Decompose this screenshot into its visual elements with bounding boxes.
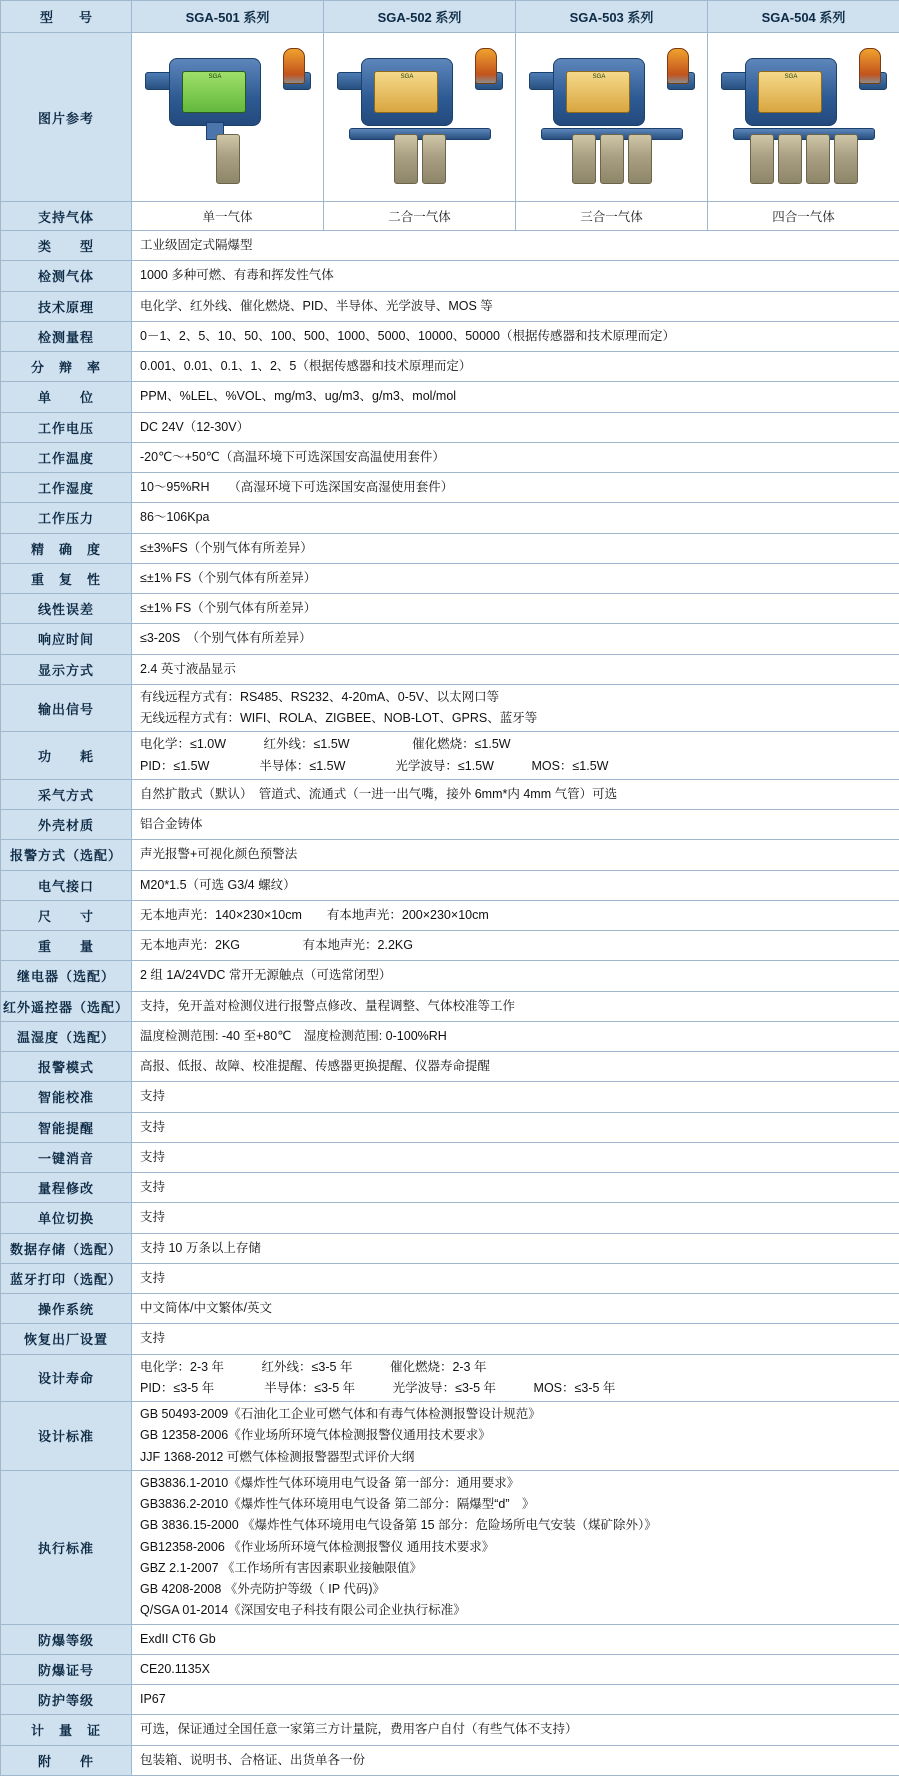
row-value — [132, 1294, 899, 1324]
row-label: 输出信号 — [1, 684, 132, 732]
product-image-502 — [324, 33, 516, 202]
row-value-line: ≤±1% FS（个别气体有所差异） — [140, 598, 891, 619]
sensor-probe — [778, 134, 802, 184]
row-value-line: 10～95%RH （高湿环境下可选深国安高湿使用套件） — [140, 477, 891, 498]
row-value-line: 支持，免开盖对检测仪进行报警点修改、量程调整、气体校准等工作 — [140, 996, 891, 1017]
table-row — [1, 1654, 899, 1684]
row-label: 电气接口 — [1, 870, 132, 900]
row-value — [132, 1324, 899, 1354]
row-value-line: 86～106Kpa — [140, 507, 891, 528]
row-label: 响应时间 — [1, 624, 132, 654]
row-value-line: 支持 — [140, 1117, 891, 1138]
row-label: 工作温度 — [1, 442, 132, 472]
row-value — [132, 1021, 899, 1051]
row-label: 量程修改 — [1, 1173, 132, 1203]
row-value — [132, 1142, 899, 1172]
table-row — [1, 900, 899, 930]
sensor-group — [527, 134, 697, 184]
table-row — [1, 810, 899, 840]
row-value — [132, 900, 899, 930]
row-label: 报警模式 — [1, 1052, 132, 1082]
row-value — [132, 624, 899, 654]
sensor-probe — [600, 134, 624, 184]
row-value — [132, 594, 899, 624]
row-label: 设计寿命 — [1, 1354, 132, 1402]
row-value — [132, 870, 899, 900]
table-row — [1, 779, 899, 809]
row-value-line: 电化学：2-3 年 红外线：≤3-5 年 催化燃烧：2-3 年 — [140, 1357, 891, 1378]
detector-screen: SGA — [374, 71, 438, 113]
table-row — [1, 1294, 899, 1324]
table-row — [1, 1745, 899, 1775]
table-row — [1, 533, 899, 563]
row-value — [132, 321, 899, 351]
table-row — [1, 1142, 899, 1172]
table-row-header — [1, 1, 899, 33]
row-value — [132, 352, 899, 382]
detector-screen: SGA — [566, 71, 630, 113]
row-value-line: 2 组 1A/24VDC 常开无源触点（可选常闭型） — [140, 965, 891, 986]
row-value — [132, 654, 899, 684]
row-value — [132, 1112, 899, 1142]
table-row — [1, 624, 899, 654]
table-row — [1, 1233, 899, 1263]
detector-screen: SGA — [758, 71, 822, 113]
model-503: SGA-503 系列 — [516, 1, 708, 33]
table-row — [1, 261, 899, 291]
row-value-line: 支持 — [140, 1147, 891, 1168]
row-label: 工作湿度 — [1, 473, 132, 503]
row-label: 单位切换 — [1, 1203, 132, 1233]
table-row — [1, 991, 899, 1021]
table-row — [1, 654, 899, 684]
row-value-line: 可选，保证通过全国任意一家第三方计量院，费用客户自付（有些气体不支持） — [140, 1719, 891, 1740]
row-value — [132, 1402, 899, 1471]
row-value — [132, 1685, 899, 1715]
table-row — [1, 1173, 899, 1203]
row-label: 功 耗 — [1, 732, 132, 780]
row-label: 检测气体 — [1, 261, 132, 291]
gas-support-label: 支持气体 — [1, 202, 132, 231]
table-row — [1, 1263, 899, 1293]
row-label: 采气方式 — [1, 779, 132, 809]
table-row — [1, 1203, 899, 1233]
gas-support-501: 单一气体 — [132, 202, 324, 231]
detector-housing — [169, 58, 261, 126]
row-value-line: GB 50493-2009《石油化工企业可燃气体和有毒气体检测报警设计规范》 — [140, 1404, 891, 1425]
row-value — [132, 382, 899, 412]
row-value — [132, 1203, 899, 1233]
alarm-lamp-icon — [667, 48, 689, 84]
table-row — [1, 684, 899, 732]
row-label: 检测量程 — [1, 321, 132, 351]
row-value — [132, 1715, 899, 1745]
model-label: 型 号 — [1, 1, 132, 33]
row-label: 智能校准 — [1, 1082, 132, 1112]
table-row — [1, 473, 899, 503]
row-value-line: PID：≤1.5W 半导体：≤1.5W 光学波导：≤1.5W MOS：≤1.5W — [140, 756, 891, 777]
row-label: 执行标准 — [1, 1470, 132, 1624]
row-value — [132, 840, 899, 870]
row-value-line: -20℃～+50℃（高温环境下可选深国安高温使用套件） — [140, 447, 891, 468]
row-value — [132, 779, 899, 809]
row-value-line: 支持 — [140, 1328, 891, 1349]
row-value-line: 铝合金铸体 — [140, 814, 891, 835]
sensor-probe — [422, 134, 446, 184]
row-value-line: 支持 — [140, 1207, 891, 1228]
table-row — [1, 1052, 899, 1082]
row-label: 技术原理 — [1, 291, 132, 321]
row-value-line: 中文简体/中文繁体/英文 — [140, 1298, 891, 1319]
row-label: 继电器（选配） — [1, 961, 132, 991]
row-label: 重 量 — [1, 931, 132, 961]
table-row — [1, 503, 899, 533]
device-illustration-2 — [335, 42, 505, 192]
row-label: 一键消音 — [1, 1142, 132, 1172]
table-row — [1, 594, 899, 624]
device-illustration-4 — [719, 42, 889, 192]
row-value-line: PPM、%LEL、%VOL、mg/m3、ug/m3、g/m3、mol/mol — [140, 386, 891, 407]
row-value-line: GB3836.2-2010《爆炸性气体环境用电气设备 第二部分：隔爆型“d” 》 — [140, 1494, 891, 1515]
row-value — [132, 1470, 899, 1624]
row-label: 精 确 度 — [1, 533, 132, 563]
row-label: 设计标准 — [1, 1402, 132, 1471]
row-value-line: 有线远程方式有：RS485、RS232、4-20mA、0-5V、以太网口等 — [140, 687, 891, 708]
sensor-probe — [394, 134, 418, 184]
row-value-line: M20*1.5（可选 G3/4 螺纹） — [140, 875, 891, 896]
row-value — [132, 1233, 899, 1263]
row-label: 恢复出厂设置 — [1, 1324, 132, 1354]
row-value — [132, 231, 899, 261]
row-label: 报警方式（选配） — [1, 840, 132, 870]
row-value — [132, 533, 899, 563]
table-row — [1, 961, 899, 991]
row-value-line: ExdII CT6 Gb — [140, 1629, 891, 1650]
row-label: 附 件 — [1, 1745, 132, 1775]
sensor-group — [143, 134, 313, 184]
table-row — [1, 1715, 899, 1745]
row-label: 红外遥控器（选配） — [1, 991, 132, 1021]
row-value-line: ≤±1% FS（个别气体有所差异） — [140, 568, 891, 589]
row-value-line: GB 12358-2006《作业场所环境气体检测报警仪通用技术要求》 — [140, 1425, 891, 1446]
sensor-probe — [628, 134, 652, 184]
table-row — [1, 1324, 899, 1354]
row-value — [132, 684, 899, 732]
row-label: 防爆等级 — [1, 1624, 132, 1654]
row-value-line: 无本地声光：140×230×10cm 有本地声光：200×230×10cm — [140, 905, 891, 926]
row-value-line: 1000 多种可燃、有毒和挥发性气体 — [140, 265, 891, 286]
row-label: 线性误差 — [1, 594, 132, 624]
row-label: 外壳材质 — [1, 810, 132, 840]
row-label: 智能提醒 — [1, 1112, 132, 1142]
table-row — [1, 1082, 899, 1112]
alarm-lamp-icon — [859, 48, 881, 84]
row-value — [132, 1745, 899, 1775]
table-row — [1, 1624, 899, 1654]
row-value-line: ≤±3%FS（个别气体有所差异） — [140, 538, 891, 559]
row-label: 工作压力 — [1, 503, 132, 533]
row-value — [132, 1624, 899, 1654]
detector-housing — [361, 58, 453, 126]
row-value-line: 包装箱、说明书、合格证、出货单各一份 — [140, 1750, 891, 1771]
row-value — [132, 931, 899, 961]
row-value — [132, 961, 899, 991]
row-value-line: 自然扩散式（默认） 管道式、流通式（一进一出气嘴，接外 6mm*内 4mm 气管）可选 — [140, 784, 891, 805]
row-label: 单 位 — [1, 382, 132, 412]
table-row — [1, 231, 899, 261]
table-row — [1, 1470, 899, 1624]
model-501: SGA-501 系列 — [132, 1, 324, 33]
row-label: 操作系统 — [1, 1294, 132, 1324]
table-row — [1, 1685, 899, 1715]
gas-support-504: 四合一气体 — [708, 202, 899, 231]
detector-housing — [553, 58, 645, 126]
row-value — [132, 732, 899, 780]
row-label: 工作电压 — [1, 412, 132, 442]
product-image-504 — [708, 33, 899, 202]
sensor-group — [719, 134, 889, 184]
table-row-images — [1, 33, 899, 202]
row-value-line: 无线远程方式有：WIFI、ROLA、ZIGBEE、NOB-LOT、GPRS、蓝牙等 — [140, 708, 891, 729]
row-value-line: Q/SGA 01-2014《深国安电子科技有限公司企业执行标准》 — [140, 1600, 891, 1621]
sensor-probe — [806, 134, 830, 184]
row-value-line: GB 3836.15-2000 《爆炸性气体环境用电气设备第 15 部分：危险场所电气安装（煤矿除外）》 — [140, 1515, 891, 1536]
row-value — [132, 291, 899, 321]
model-502: SGA-502 系列 — [324, 1, 516, 33]
table-row — [1, 1021, 899, 1051]
table-row — [1, 840, 899, 870]
row-label: 防护等级 — [1, 1685, 132, 1715]
row-label: 计 量 证 — [1, 1715, 132, 1745]
row-value-line: IP67 — [140, 1689, 891, 1710]
sensor-probe — [572, 134, 596, 184]
table-row — [1, 321, 899, 351]
table-row-gas-support — [1, 202, 899, 231]
product-image-501 — [132, 33, 324, 202]
row-value-line: 无本地声光：2KG 有本地声光：2.2KG — [140, 935, 891, 956]
row-label: 显示方式 — [1, 654, 132, 684]
row-value-line: DC 24V（12-30V） — [140, 417, 891, 438]
row-value-line: 高报、低报、故障、校准提醒、传感器更换提醒、仪器寿命提醒 — [140, 1056, 891, 1077]
alarm-lamp-icon — [475, 48, 497, 84]
row-label: 温湿度（选配） — [1, 1021, 132, 1051]
sensor-probe — [750, 134, 774, 184]
row-value — [132, 1354, 899, 1402]
row-value — [132, 810, 899, 840]
row-value — [132, 1654, 899, 1684]
table-row — [1, 870, 899, 900]
row-value-line: JJF 1368-2012 可燃气体检测报警器型式评价大纲 — [140, 1447, 891, 1468]
row-label: 防爆证号 — [1, 1654, 132, 1684]
row-value — [132, 1052, 899, 1082]
table-row — [1, 732, 899, 780]
gas-support-503: 三合一气体 — [516, 202, 708, 231]
row-value-line: GBZ 2.1-2007 《工作场所有害因素职业接触限值》 — [140, 1558, 891, 1579]
row-value-line: 支持 — [140, 1177, 891, 1198]
row-label: 类 型 — [1, 231, 132, 261]
row-value-line: 支持 — [140, 1268, 891, 1289]
row-value-line: PID：≤3-5 年 半导体：≤3-5 年 光学波导：≤3-5 年 MOS：≤3-5 年 — [140, 1378, 891, 1399]
row-value-line: 支持 — [140, 1086, 891, 1107]
product-image-503 — [516, 33, 708, 202]
table-row — [1, 291, 899, 321]
row-value-line: 电化学、红外线、催化燃烧、PID、半导体、光学波导、MOS 等 — [140, 296, 891, 317]
row-label: 尺 寸 — [1, 900, 132, 930]
device-illustration-1 — [143, 42, 313, 192]
row-label: 蓝牙打印（选配） — [1, 1263, 132, 1293]
row-value-line: 2.4 英寸液晶显示 — [140, 659, 891, 680]
row-value-line: 0.001、0.01、0.1、1、2、5（根据传感器和技术原理而定） — [140, 356, 891, 377]
table-row — [1, 1354, 899, 1402]
device-illustration-3 — [527, 42, 697, 192]
gas-support-502: 二合一气体 — [324, 202, 516, 231]
row-value — [132, 261, 899, 291]
row-value-line: 温度检测范围: -40 至+80℃ 湿度检测范围: 0-100%RH — [140, 1026, 891, 1047]
sensor-group — [335, 134, 505, 184]
table-row — [1, 1402, 899, 1471]
row-value-line: 支持 10 万条以上存储 — [140, 1238, 891, 1259]
table-row — [1, 382, 899, 412]
row-value-line: CE20.1135X — [140, 1659, 891, 1680]
row-value-line: 0－1、2、5、10、50、100、500、1000、5000、10000、50000（根据传感器和技术原理而定） — [140, 326, 891, 347]
row-value — [132, 563, 899, 593]
row-value-line: 电化学：≤1.0W 红外线：≤1.5W 催化燃烧：≤1.5W — [140, 734, 891, 755]
table-row — [1, 931, 899, 961]
image-row-label: 图片参考 — [1, 33, 132, 202]
row-value — [132, 1173, 899, 1203]
table-row — [1, 563, 899, 593]
table-row — [1, 412, 899, 442]
sensor-probe — [216, 134, 240, 184]
table-row — [1, 352, 899, 382]
row-value-line: 声光报警+可视化颜色预警法 — [140, 844, 891, 865]
specification-rows — [1, 231, 899, 1776]
row-label: 分 辩 率 — [1, 352, 132, 382]
detector-screen: SGA — [182, 71, 246, 113]
row-value — [132, 1082, 899, 1112]
row-value — [132, 473, 899, 503]
table-row — [1, 442, 899, 472]
detector-housing — [745, 58, 837, 126]
sensor-probe — [834, 134, 858, 184]
row-value — [132, 991, 899, 1021]
model-504: SGA-504 系列 — [708, 1, 899, 33]
row-label: 重 复 性 — [1, 563, 132, 593]
row-value — [132, 503, 899, 533]
alarm-lamp-icon — [283, 48, 305, 84]
row-value — [132, 1263, 899, 1293]
row-value-line: GB3836.1-2010《爆炸性气体环境用电气设备 第一部分：通用要求》 — [140, 1473, 891, 1494]
row-label: 数据存储（选配） — [1, 1233, 132, 1263]
row-value — [132, 412, 899, 442]
row-value — [132, 442, 899, 472]
row-value-line: GB12358-2006 《作业场所环境气体检测报警仪 通用技术要求》 — [140, 1537, 891, 1558]
table-row — [1, 1112, 899, 1142]
row-value-line: GB 4208-2008 《外壳防护等级（ IP 代码)》 — [140, 1579, 891, 1600]
row-value-line: 工业级固定式隔爆型 — [140, 235, 891, 256]
row-value-line: ≤3-20S （个别气体有所差异） — [140, 628, 891, 649]
